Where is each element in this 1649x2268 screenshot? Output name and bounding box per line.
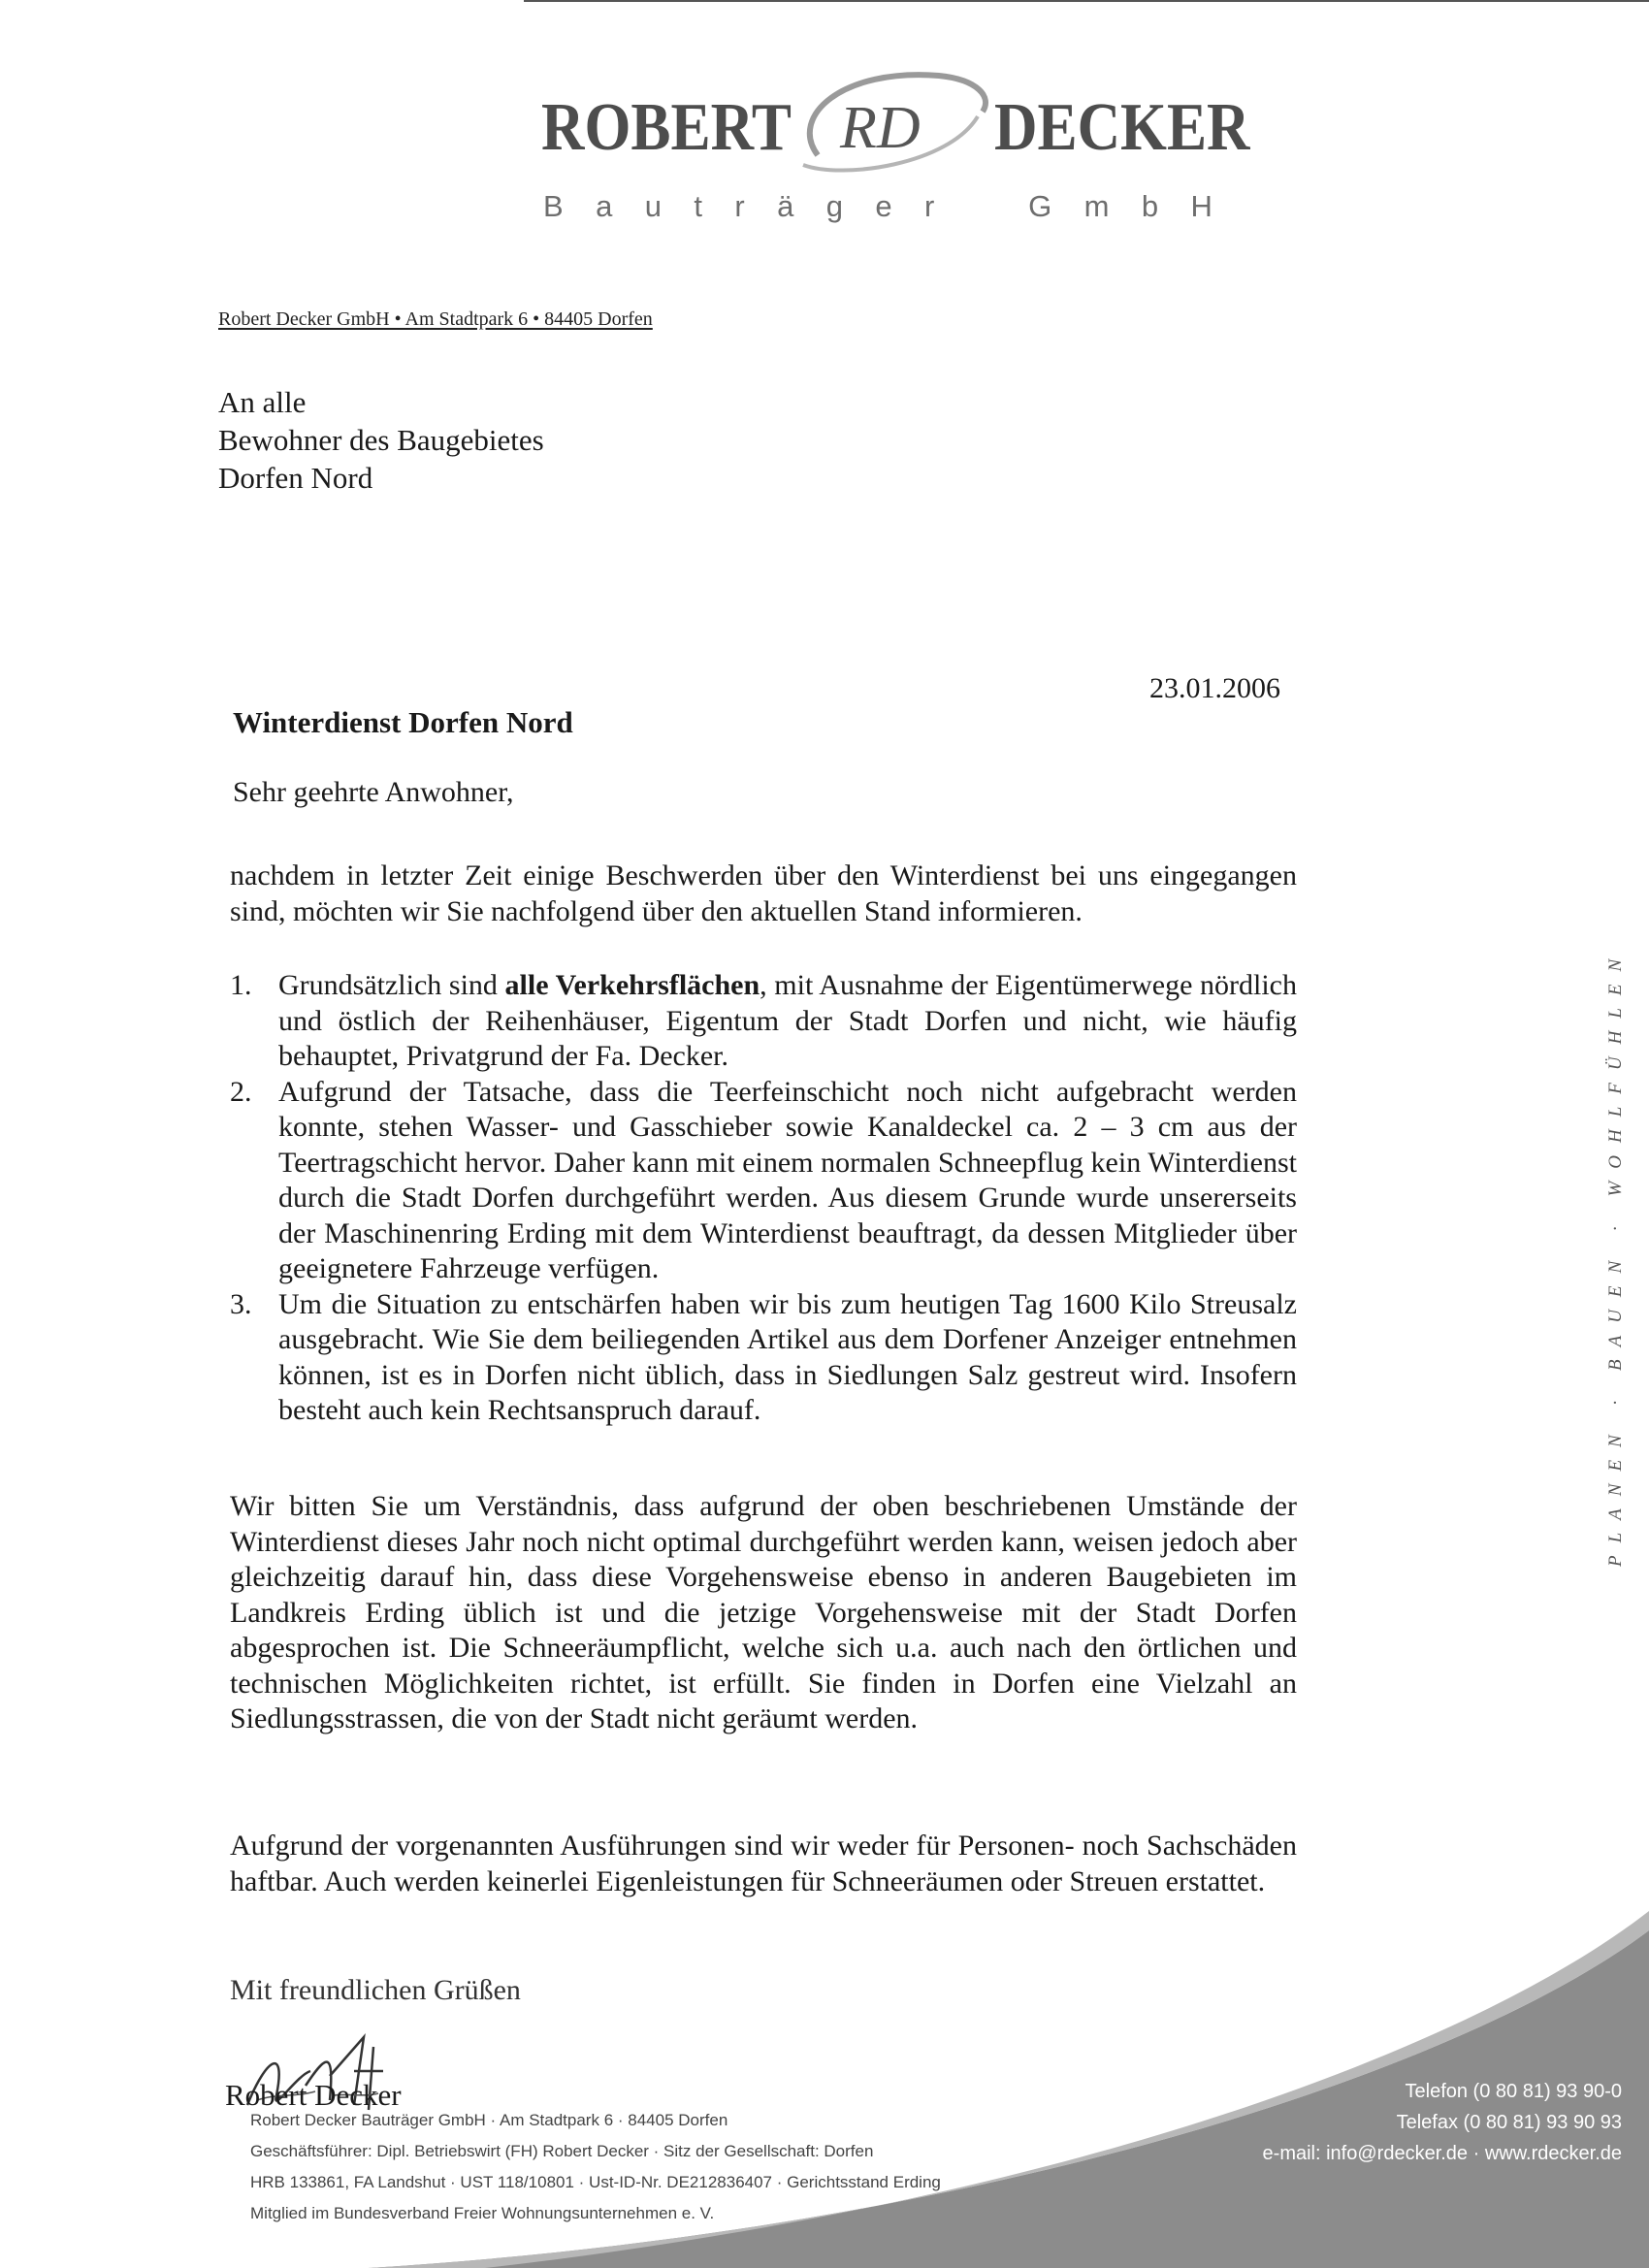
subtitle-letter: m bbox=[1083, 189, 1110, 223]
letter-subject: Winterdienst Dorfen Nord bbox=[233, 705, 573, 739]
logo-name-left: ROBERT bbox=[541, 90, 792, 165]
logo-name-right: DECKER bbox=[994, 90, 1250, 165]
list-number: 2. bbox=[230, 1075, 252, 1108]
subtitle-letter: ä bbox=[777, 189, 794, 223]
subtitle-letter: H bbox=[1190, 189, 1212, 223]
subtitle-letter: G bbox=[1028, 189, 1052, 223]
closing-phrase: Mit freundlichen Grüßen bbox=[230, 1974, 521, 2006]
footer-phone: Telefon (0 80 81) 93 90-0 bbox=[1405, 2081, 1622, 2102]
subtitle-letter: r bbox=[924, 189, 935, 223]
letter-date: 23.01.2006 bbox=[1149, 672, 1280, 704]
sender-address-line: Robert Decker GmbH • Am Stadtpark 6 • 84405 Dorfen bbox=[218, 308, 653, 330]
footer-contact-info bbox=[1263, 2076, 1622, 2169]
subtitle-gap bbox=[967, 189, 996, 224]
vertical-slogan: PLANEN · BAUEN · WOHLFÜHLEN bbox=[1605, 946, 1626, 1567]
footer-line: Geschäftsführer: Dipl. Betriebswirt (FH) Robert Decker · Sitz der Gesellschaft: Dorfen bbox=[250, 2142, 874, 2160]
subtitle-letter: u bbox=[644, 189, 662, 223]
body-paragraph: Aufgrund der vorgenannten Ausführungen sind wir weder für Personen- noch Sachschäden haftbar. Auch werden keinerlei Eigenleistungen für Schneeräumen oder Streuen erstattet. bbox=[230, 1830, 1297, 1897]
list-item bbox=[230, 1075, 1297, 1287]
subtitle-letter: B bbox=[543, 189, 564, 223]
body-paragraph: Wir bitten Sie um Verständnis, dass aufgrund der oben beschriebenen Umstände der Winterdienst dieses Jahr noch nicht optimal durchgeführt werden kann, weisen jedoch aber gleichzeitig darauf hin, dass diese Vorgehensweise ebenso in anderen Baugebieten im Landkreis Erding üblich ist und die jetzige Vorgehensweise mit der Stadt Dorfen abgesprochen ist. Die Schneeräumpflicht, welche sich u.a. auch nach den örtlichen und technischen Möglichkeiten richtet, ist erfüllt. Sie finden in Dorfen eine Vielzahl an Siedlungsstrassen, die von der Stadt nicht geräumt werden. bbox=[230, 1490, 1297, 1734]
recipient-address bbox=[218, 383, 544, 497]
footer-line: HRB 133861, FA Landshut · UST 118/10801 · Ust-ID-Nr. DE212836407 · Gerichtsstand Erding bbox=[250, 2173, 941, 2191]
subtitle-letter: g bbox=[825, 189, 843, 223]
recipient-line: An alle bbox=[218, 385, 307, 419]
logo-monogram-text: RD bbox=[840, 95, 921, 161]
signer-name: Robert Decker bbox=[225, 2078, 402, 2112]
list-text: Aufgrund der Tatsache, dass die Teerfeinschicht noch nicht aufgebracht werden konnte, stehen Wasser- und Gasschieber sowie Kanaldeckel ca. 2 – 3 cm aus der Teertragschicht hervor. Daher kann mit einem normalen Schneepflug kein Winterdienst durch die Stadt Dorfen durchgeführt werden. Aus diesem Grunde wurde unsererseits der Maschinenring Erding mit dem Winterdienst beauftragt, da dessen Mitglieder über geeignetere Fahrzeuge verfügen. bbox=[278, 1075, 1297, 1284]
footer-email-web: e-mail: info@rdecker.de · www.rdecker.de bbox=[1262, 2143, 1622, 2164]
top-edge-rule bbox=[524, 0, 1649, 2]
intro-paragraph: nachdem in letzter Zeit einige Beschwerden über den Winterdienst bei uns eingegangen sind, möchten wir Sie nachfolgend über den aktuellen Stand informieren. bbox=[230, 859, 1297, 927]
logo-monogram-icon bbox=[784, 58, 997, 184]
list-text: Grundsätzlich sind alle Verkehrsflächen, mit Ausnahme der Eigentümerwege nördlich und östlich der Reihenhäuser, Eigentum der Stadt Dorfen und nicht, wie häufig behauptet, Privatgrund der Fa. Decker. bbox=[278, 969, 1297, 1072]
salutation: Sehr geehrte Anwohner, bbox=[233, 776, 514, 808]
subtitle-letter: b bbox=[1141, 189, 1159, 223]
logo-subtitle bbox=[543, 189, 1212, 224]
list-text: Um die Situation zu entschärfen haben wir bis zum heutigen Tag 1600 Kilo Streusalz ausgebracht. Wie Sie dem beiliegenden Artikel aus dem Dorfener Anzeiger entnehmen können, ist es in Dorfen nicht üblich, dass in Siedlungen Salz gestreut wird. Insofern besteht auch kein Rechtsanspruch darauf. bbox=[278, 1287, 1297, 1426]
list-number: 1. bbox=[230, 969, 252, 1001]
subtitle-letter: e bbox=[875, 189, 892, 223]
list-emphasis: alle Verkehrsflächen bbox=[504, 969, 760, 1001]
footer-company-info bbox=[250, 2105, 941, 2229]
footer-line: Robert Decker Bauträger GmbH · Am Stadtpark 6 · 84405 Dorfen bbox=[250, 2111, 728, 2129]
recipient-line: Bewohner des Baugebietes bbox=[218, 423, 544, 457]
list-number: 3. bbox=[230, 1287, 252, 1320]
subtitle-letter: t bbox=[694, 189, 702, 223]
list-item bbox=[230, 1287, 1297, 1429]
subtitle-letter: r bbox=[734, 189, 745, 223]
subtitle-letter: a bbox=[596, 189, 613, 223]
list-item bbox=[230, 968, 1297, 1075]
footer-fax: Telefax (0 80 81) 93 90 93 bbox=[1396, 2112, 1622, 2133]
footer-line: Mitglied im Bundesverband Freier Wohnungsunternehmen e. V. bbox=[250, 2204, 715, 2222]
numbered-list bbox=[230, 968, 1297, 1429]
recipient-line: Dorfen Nord bbox=[218, 461, 373, 495]
